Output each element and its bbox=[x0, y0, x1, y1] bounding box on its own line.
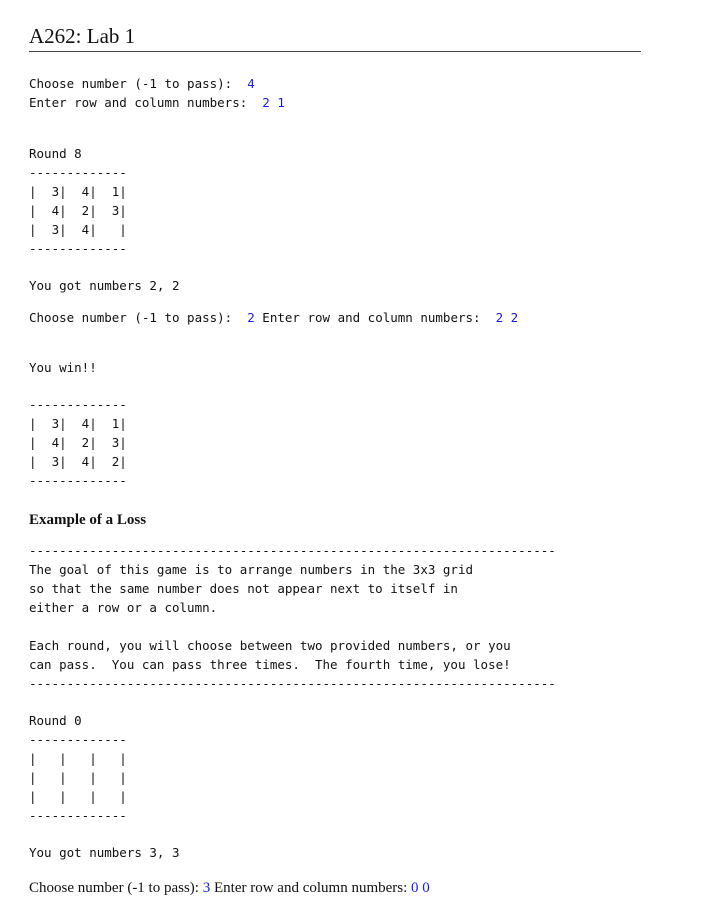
choose-input: 4 bbox=[247, 76, 255, 91]
enter-prompt: Enter row and column numbers: bbox=[29, 95, 263, 110]
empty-board: ------------- | | | | | | | | | | | | ------------- bbox=[29, 732, 127, 823]
got-numbers: You got numbers 3, 3 bbox=[29, 845, 180, 860]
win-text: You win!! bbox=[29, 360, 97, 375]
choose-prompt: Choose number (-1 to pass): bbox=[29, 310, 248, 325]
choose-prompt: Choose number (-1 to pass): bbox=[29, 880, 203, 896]
page-title: A262: Lab 1 bbox=[29, 24, 641, 52]
enter-input: 2 2 bbox=[495, 310, 519, 325]
intro-block: ---------------------------------------------------------------------- The goal of this game is to arrange numbers in the 3x3 grid so that the same number does not appear next to itself in either a row or a column. Each round, you will choose between two provided numbers, or you can pass. You can pass three times. The fourth time, you lose! ---------------------------------------------------------------------- bbox=[29, 543, 556, 691]
got-numbers: You got numbers 2, 2 bbox=[29, 278, 180, 293]
enter-input: 2 1 bbox=[262, 95, 285, 110]
choose-prompt: Choose number (-1 to pass): bbox=[29, 76, 248, 91]
loss-heading: Example of a Loss bbox=[29, 512, 147, 528]
round-label: Round 0 bbox=[29, 713, 82, 728]
board-after: ------------- | 3| 4| 1| | 4| 2| 3| | 3| 4| 2| ------------- bbox=[29, 397, 127, 488]
choose-input: 3 bbox=[202, 880, 211, 896]
enter-prompt-line bbox=[29, 93, 285, 112]
choose-enter-line bbox=[29, 308, 518, 327]
choose-input: 2 bbox=[247, 310, 255, 325]
board-before: ------------- | 3| 4| 1| | 4| 2| 3| | 3| 4| | ------------- bbox=[29, 165, 127, 256]
choose-enter-line bbox=[29, 879, 430, 898]
enter-prompt: Enter row and column numbers: bbox=[210, 880, 412, 896]
enter-prompt: Enter row and column numbers: bbox=[254, 310, 496, 325]
round-label: Round 8 bbox=[29, 146, 82, 161]
choose-prompt-line bbox=[29, 74, 255, 93]
enter-input: 0 0 bbox=[411, 880, 430, 896]
